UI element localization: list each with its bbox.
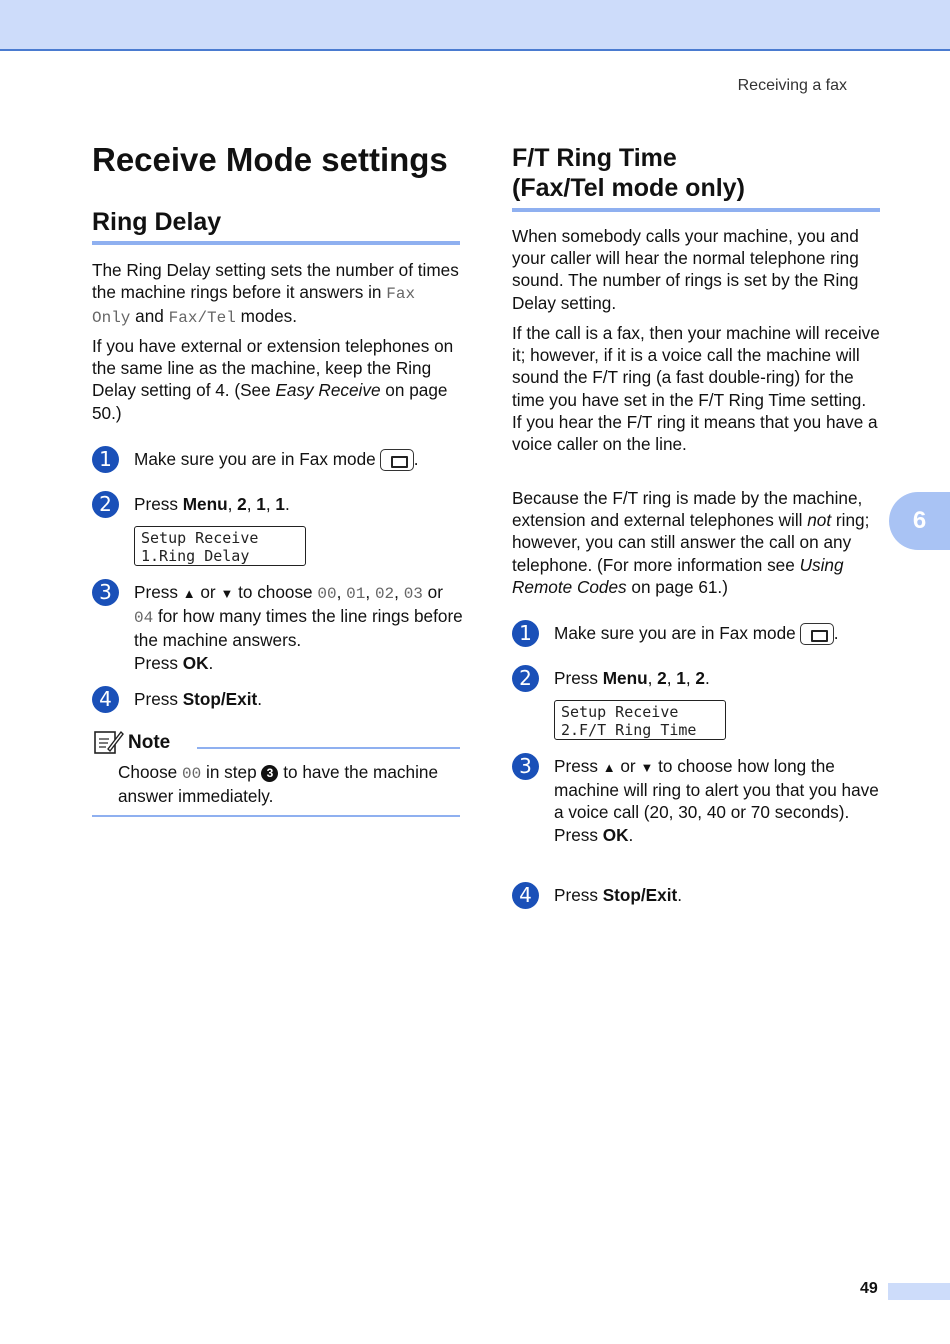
chapter-tab: 6 xyxy=(889,492,950,550)
up-arrow-icon: ▲ xyxy=(182,586,196,601)
paragraph: When somebody calls your machine, you and your caller will hear the normal telephone ring sound. The number of rings is set by the Ring Delay setting. xyxy=(512,226,859,313)
section-rule xyxy=(512,208,880,212)
paragraph: The Ring Delay setting sets the number of times the machine rings before it answers in Fax Only and Fax/Tel modes. xyxy=(92,260,459,328)
up-arrow-icon: ▲ xyxy=(602,760,616,775)
fax-key-icon xyxy=(380,449,414,471)
lcd-display: Setup Receive 1.Ring Delay xyxy=(134,526,306,566)
top-band xyxy=(0,0,950,51)
step-number-badge: 4 xyxy=(512,882,539,909)
step-number-badge: 3 xyxy=(512,753,539,780)
paragraph: If the call is a fax, then your machine will receive it; however, if it is a voice call the machine will sound the F/T ring (a fast double-ring) for the time you have set in the F/T Ring Time setting. If you hear the F/T ring it means that you have a voice caller on the line. xyxy=(512,323,880,455)
section-title-ring-delay: Ring Delay xyxy=(92,208,222,236)
running-header: Receiving a fax xyxy=(737,77,847,94)
note-rule xyxy=(197,747,460,749)
note-pencil-icon xyxy=(94,729,124,755)
page-number: 49 xyxy=(860,1280,878,1297)
fax-key-icon xyxy=(800,623,834,645)
step-number-badge: 1 xyxy=(92,446,119,473)
page-number-bar xyxy=(888,1283,950,1300)
section-title-ft-ring-time: F/T Ring Time (Fax/Tel mode only) xyxy=(512,144,745,202)
paragraph: If you have external or extension telephones on the same line as the machine, keep the Ring Delay setting of 4. (See Easy Receive on page 50.) xyxy=(92,336,454,423)
down-arrow-icon: ▼ xyxy=(640,760,654,775)
step-number-badge: 1 xyxy=(512,620,539,647)
step-number-badge: 3 xyxy=(92,579,119,606)
note-bottom-rule xyxy=(92,815,460,817)
lcd-display: Setup Receive 2.F/T Ring Time xyxy=(554,700,726,740)
step-ref-badge: 3 xyxy=(261,765,278,782)
step-number-badge: 2 xyxy=(512,665,539,692)
paragraph: Because the F/T ring is made by the machine, extension and external telephones will not ring; however, you can still answer the call on any telephone. (For more information see Using Remote Codes on page 61.) xyxy=(512,488,870,597)
step-number-badge: 4 xyxy=(92,686,119,713)
step-number-badge: 2 xyxy=(92,491,119,518)
page-title: Receive Mode settings xyxy=(92,141,448,178)
note-text: Choose 00 in step 3 to have the machine answer immediately. xyxy=(118,762,439,807)
note-label: Note xyxy=(128,732,171,753)
down-arrow-icon: ▼ xyxy=(220,586,234,601)
section-rule xyxy=(92,241,460,245)
